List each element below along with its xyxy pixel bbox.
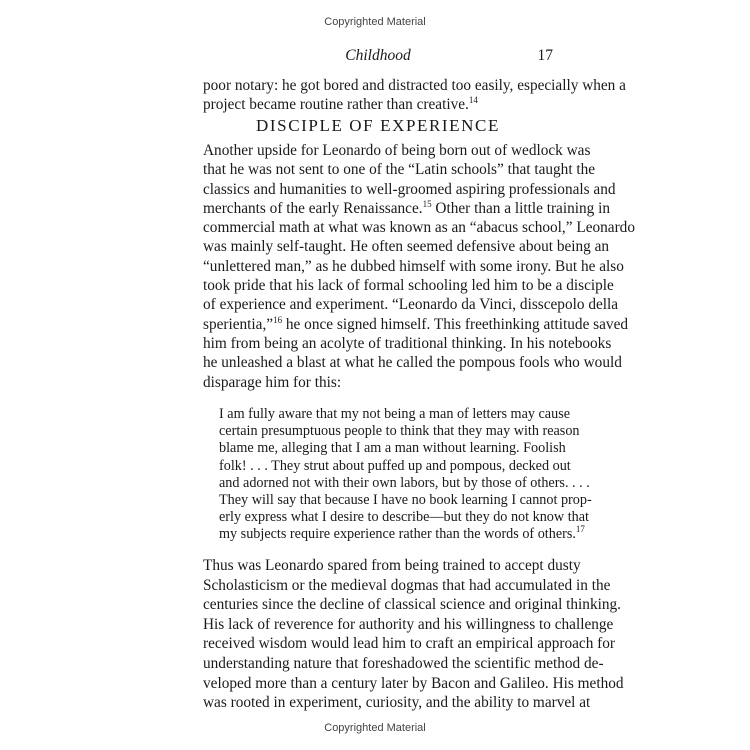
line-text: I am fully aware that my not being a man of letters may cause xyxy=(219,406,571,422)
text-line xyxy=(219,491,592,509)
page-number: 17 xyxy=(537,47,553,64)
line-text: certain presumptuous people to think that they may with reason xyxy=(219,423,580,440)
text-line xyxy=(203,198,611,218)
running-title: Childhood xyxy=(345,47,411,64)
line-text: They will say that because I have no book learning I cannot prop- xyxy=(219,491,592,508)
text-line xyxy=(203,634,616,654)
text-line xyxy=(219,457,571,475)
text-line xyxy=(203,556,581,576)
footnote-marker: 15 xyxy=(422,198,432,209)
footnote-marker: 16 xyxy=(273,314,283,325)
line-text: centuries since the decline of classical science and original thinking. xyxy=(203,596,621,614)
paragraph-disciple xyxy=(203,141,635,392)
line-text: classics and humanities to well-groomed aspiring professionals and xyxy=(203,180,616,198)
line-text: was mainly self-taught. He often seemed defensive about being an xyxy=(203,238,610,256)
line-text: folk! . . . They strut about puffed up and pompous, decked out xyxy=(219,457,571,474)
paragraph-continued xyxy=(203,76,626,115)
line-text: “unlettered man,” as he dubbed himself with some irony. But he also xyxy=(203,257,624,275)
text-line xyxy=(203,276,614,295)
line-text: sperientia,” xyxy=(203,315,274,333)
line-text: he unleashed a blast at what he called the pompous fools who would xyxy=(203,354,622,372)
line-text: His lack of reverence for authority and his willingness to challenge xyxy=(203,615,614,633)
line-text: understanding nature that foreshadowed the scientific method de- xyxy=(203,654,604,672)
text-line xyxy=(219,524,585,543)
text-line xyxy=(203,160,596,179)
line-text: Other than a little training in xyxy=(431,199,611,217)
line-text: of experience and experiment. “Leonardo da Vinci, disscepolo della xyxy=(203,296,619,314)
line-text: Thus was Leonardo spared from being trained to accept dusty xyxy=(203,557,581,574)
line-text: he once signed himself. This freethinking attitude saved xyxy=(282,315,629,333)
line-text: commercial math at what was known as an “abacus school,” Leonardo xyxy=(203,219,635,237)
text-line xyxy=(219,423,580,440)
text-line xyxy=(203,141,591,160)
text-line xyxy=(219,474,590,492)
line-text: project became routine rather than creative. xyxy=(203,96,469,114)
block-quote xyxy=(219,406,592,544)
text-line xyxy=(203,674,624,694)
text-line xyxy=(203,314,629,334)
text-line xyxy=(203,373,553,392)
running-head xyxy=(203,47,553,67)
footnote-marker: 14 xyxy=(468,95,478,106)
text-line xyxy=(203,295,619,314)
text-line xyxy=(203,334,612,353)
line-text: Scholasticism or the medieval dogmas that had accumulated in the xyxy=(203,576,611,594)
text-line xyxy=(203,180,616,199)
line-text: poor notary: he got bored and distracted too easily, especially when a xyxy=(203,77,626,94)
text-line xyxy=(203,95,553,114)
text-line xyxy=(203,218,635,237)
line-text: veloped more than a century later by Bacon and Galileo. His method xyxy=(203,674,624,692)
text-line xyxy=(203,76,626,95)
line-text: my subjects require experience rather than the words of others. xyxy=(219,526,576,543)
line-text: him from being an acolyte of traditional thinking. In his notebooks xyxy=(203,334,612,352)
text-line xyxy=(203,693,591,713)
text-line xyxy=(203,595,621,615)
text-line xyxy=(203,257,624,276)
text-line xyxy=(203,353,622,372)
line-text: Another upside for Leonardo of being born out of wedlock was xyxy=(203,142,591,159)
footnote-marker: 17 xyxy=(575,524,585,535)
line-text: that he was not sent to one of the “Latin schools” that taught the xyxy=(203,161,596,179)
section-heading: DISCIPLE OF EXPERIENCE xyxy=(256,116,500,135)
line-text: blame me, alleging that I am a man without learning. Foolish xyxy=(219,440,566,457)
line-text: merchants of the early Renaissance. xyxy=(203,199,423,217)
paragraph-thus xyxy=(203,556,624,713)
text-line xyxy=(203,576,611,596)
line-text: took pride that his lack of formal schooling led him to be a disciple xyxy=(203,277,614,295)
text-line xyxy=(203,615,614,635)
text-line xyxy=(219,440,566,457)
text-line xyxy=(219,509,589,526)
line-text: disparage him for this: xyxy=(203,373,342,391)
line-text: and adorned not with their own labors, but by those of others. . . . xyxy=(219,474,590,491)
text-line xyxy=(203,237,610,256)
line-text: was rooted in experiment, curiosity, and the ability to marvel at xyxy=(203,694,591,712)
copyright-watermark-top: Copyrighted Material xyxy=(324,16,426,28)
line-text: erly express what I desire to describe—but they do not know that xyxy=(219,509,589,526)
line-text: received wisdom would lead him to craft an empirical approach for xyxy=(203,635,616,653)
copyright-watermark-bottom: Copyrighted Material xyxy=(324,722,426,734)
text-line xyxy=(203,654,604,674)
text-line xyxy=(219,406,571,423)
